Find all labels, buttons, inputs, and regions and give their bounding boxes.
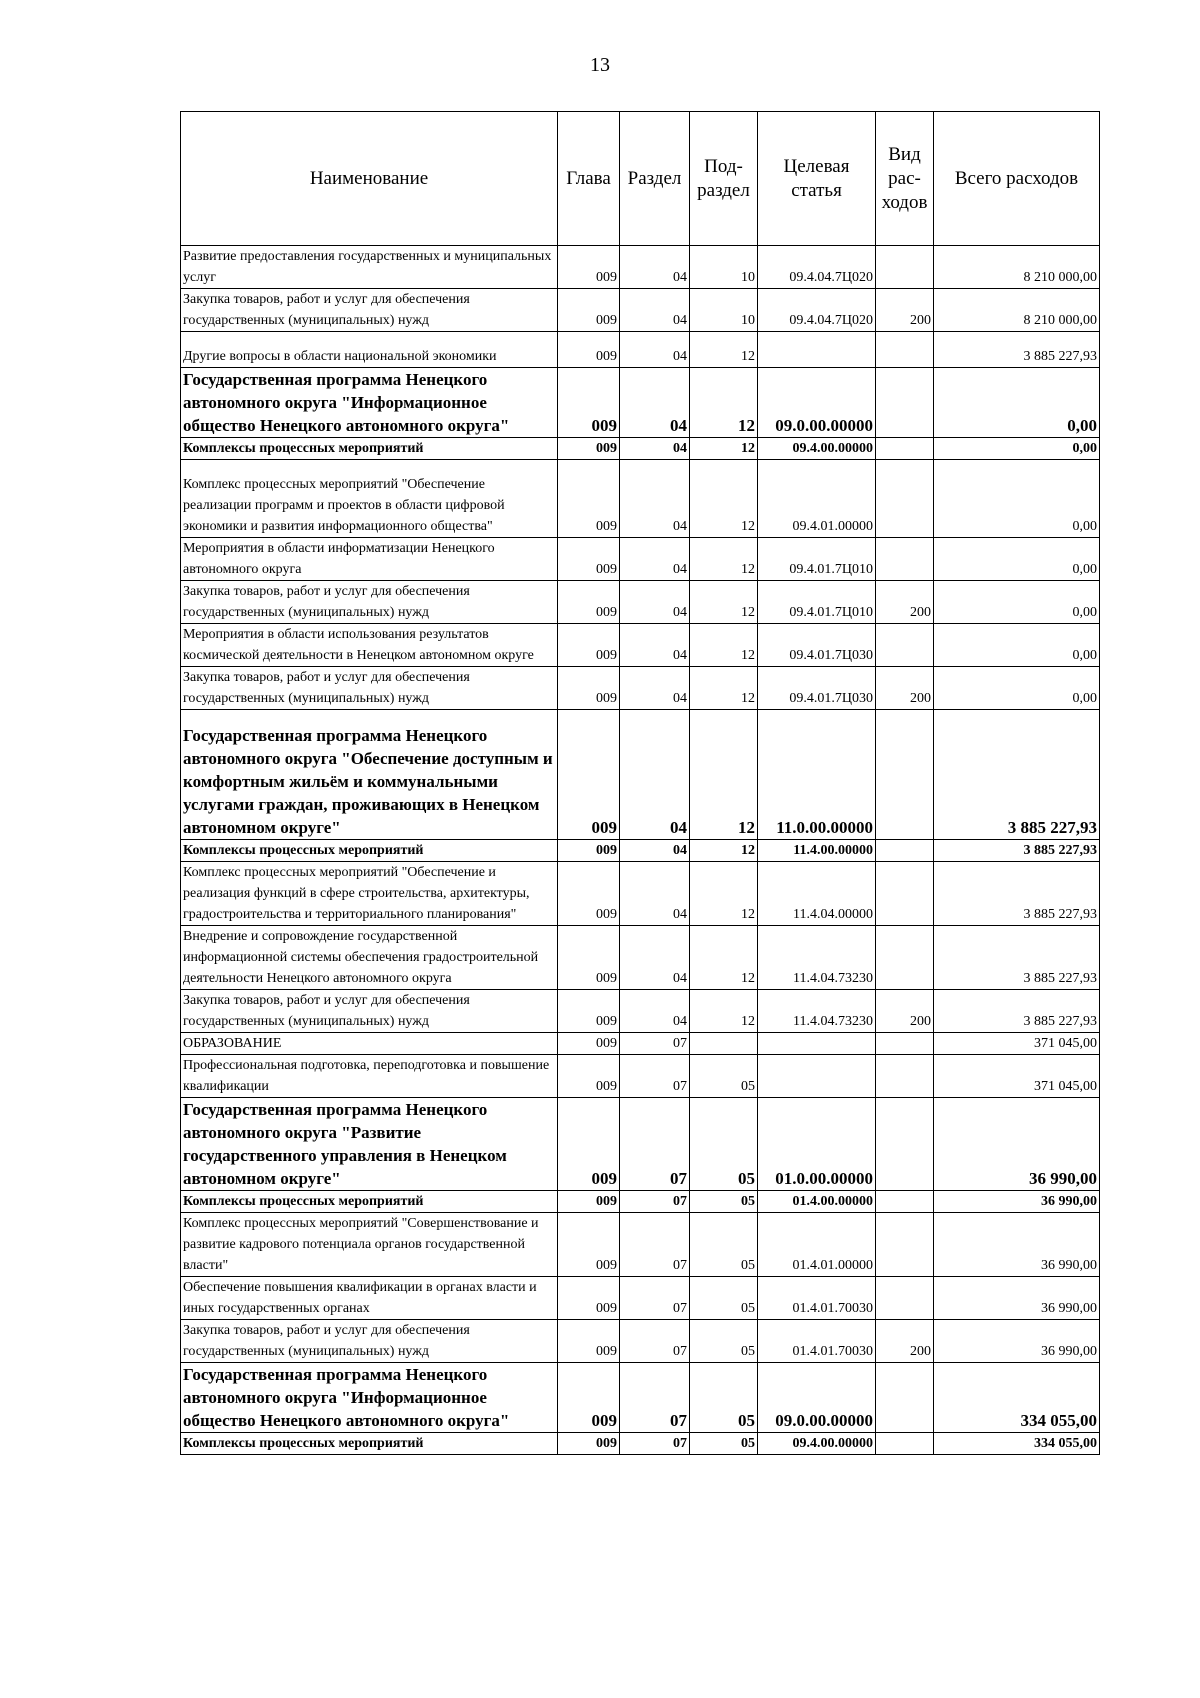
cell-total: 36 990,00 (934, 1098, 1100, 1191)
cell-razdel: 04 (620, 538, 690, 581)
cell-total: 334 055,00 (934, 1433, 1100, 1455)
cell-glava: 009 (558, 438, 620, 460)
cell-razdel: 04 (620, 438, 690, 460)
cell-razdel: 04 (620, 460, 690, 538)
cell-glava: 009 (558, 538, 620, 581)
cell-tselevaya: 09.4.04.7Ц020 (758, 246, 876, 289)
cell-total: 3 885 227,93 (934, 710, 1100, 840)
cell-razdel: 04 (620, 710, 690, 840)
table-row (181, 289, 1100, 332)
table-row (181, 1033, 1100, 1055)
cell-glava: 009 (558, 289, 620, 332)
name: Профессиональная подготовка, переподготовка и повышение квалификации (181, 1055, 558, 1098)
name: Мероприятия в области использования результатов космической деятельности в Ненецком автономном округе (181, 624, 558, 667)
cell-total: 0,00 (934, 667, 1100, 710)
cell-vid (876, 1363, 934, 1433)
page-number: 13 (590, 54, 610, 76)
cell-glava: 009 (558, 624, 620, 667)
cell-vid (876, 1055, 934, 1098)
cell-podrazdel (690, 1033, 758, 1055)
name: Закупка товаров, работ и услуг для обеспечения государственных (муниципальных) нужд (181, 667, 558, 710)
table-row (181, 710, 1100, 840)
cell-podrazdel: 05 (690, 1098, 758, 1191)
cell-tselevaya: 01.4.00.00000 (758, 1191, 876, 1213)
header-glava: Глава (558, 112, 620, 246)
cell-razdel: 07 (620, 1033, 690, 1055)
name: Мероприятия в области информатизации Ненецкого автономного округа (181, 538, 558, 581)
cell-razdel: 04 (620, 581, 690, 624)
cell-podrazdel: 12 (690, 862, 758, 926)
name: Внедрение и сопровождение государственной информационной системы обеспечения градостроительной деятельности Ненецкого автономного округа (181, 926, 558, 990)
cell-razdel: 07 (620, 1098, 690, 1191)
cell-total: 334 055,00 (934, 1363, 1100, 1433)
cell-tselevaya: 09.4.01.00000 (758, 460, 876, 538)
cell-vid (876, 710, 934, 840)
name: Комплексы процессных мероприятий (181, 1433, 558, 1455)
table-row (181, 332, 1100, 368)
cell-total: 0,00 (934, 624, 1100, 667)
cell-glava: 009 (558, 710, 620, 840)
cell-glava: 009 (558, 460, 620, 538)
cell-vid (876, 840, 934, 862)
cell-tselevaya: 11.4.04.73230 (758, 990, 876, 1033)
cell-vid (876, 332, 934, 368)
cell-razdel: 04 (620, 289, 690, 332)
cell-tselevaya (758, 332, 876, 368)
cell-tselevaya: 09.4.04.7Ц020 (758, 289, 876, 332)
cell-razdel: 04 (620, 840, 690, 862)
cell-glava: 009 (558, 1191, 620, 1213)
cell-razdel: 07 (620, 1191, 690, 1213)
cell-glava: 009 (558, 1098, 620, 1191)
cell-vid (876, 926, 934, 990)
cell-podrazdel: 12 (690, 460, 758, 538)
cell-tselevaya (758, 1055, 876, 1098)
name: Комплекс процессных мероприятий "Обеспечение реализации программ и проектов в области цифровой экономики и развития информационного общества" (181, 460, 558, 538)
cell-glava: 009 (558, 990, 620, 1033)
cell-total: 8 210 000,00 (934, 289, 1100, 332)
cell-total: 3 885 227,93 (934, 926, 1100, 990)
cell-razdel: 04 (620, 624, 690, 667)
table-row (181, 1363, 1100, 1433)
cell-tselevaya: 01.0.00.00000 (758, 1098, 876, 1191)
cell-total: 36 990,00 (934, 1213, 1100, 1277)
cell-glava: 009 (558, 1277, 620, 1320)
cell-glava: 009 (558, 926, 620, 990)
name: ОБРАЗОВАНИЕ (181, 1033, 558, 1055)
cell-vid: 200 (876, 289, 934, 332)
name: Комплекс процессных мероприятий "Обеспечение и реализация функций в сфере строительства, архитектуры, градостроительства и территориального планирования" (181, 862, 558, 926)
cell-total: 0,00 (934, 581, 1100, 624)
table-row (181, 1055, 1100, 1098)
cell-vid (876, 1033, 934, 1055)
cell-podrazdel: 10 (690, 289, 758, 332)
cell-glava: 009 (558, 1320, 620, 1363)
table-row (181, 246, 1100, 289)
cell-glava: 009 (558, 368, 620, 438)
cell-glava: 009 (558, 1433, 620, 1455)
name: Государственная программа Ненецкого автономного округа "Информационное общество Ненецкого автономного округа" (181, 368, 558, 438)
cell-total: 3 885 227,93 (934, 990, 1100, 1033)
cell-razdel: 04 (620, 667, 690, 710)
cell-total: 0,00 (934, 460, 1100, 538)
cell-vid (876, 368, 934, 438)
cell-tselevaya: 01.4.01.00000 (758, 1213, 876, 1277)
cell-razdel: 04 (620, 246, 690, 289)
cell-podrazdel: 12 (690, 368, 758, 438)
cell-razdel: 07 (620, 1363, 690, 1433)
cell-tselevaya: 09.0.00.00000 (758, 1363, 876, 1433)
table-row (181, 926, 1100, 990)
cell-razdel: 07 (620, 1277, 690, 1320)
cell-vid (876, 538, 934, 581)
cell-vid (876, 1277, 934, 1320)
cell-vid (876, 862, 934, 926)
cell-podrazdel: 12 (690, 332, 758, 368)
cell-glava: 009 (558, 1033, 620, 1055)
cell-vid (876, 246, 934, 289)
header-name: Наименование (181, 112, 558, 246)
table-row (181, 1098, 1100, 1191)
cell-vid: 200 (876, 990, 934, 1033)
table-row (181, 438, 1100, 460)
cell-podrazdel: 05 (690, 1191, 758, 1213)
cell-vid (876, 1098, 934, 1191)
cell-podrazdel: 12 (690, 990, 758, 1033)
cell-podrazdel: 05 (690, 1277, 758, 1320)
cell-podrazdel: 12 (690, 624, 758, 667)
table-row (181, 667, 1100, 710)
cell-glava: 009 (558, 1055, 620, 1098)
table-row (181, 1277, 1100, 1320)
cell-podrazdel: 10 (690, 246, 758, 289)
table-row (181, 840, 1100, 862)
cell-vid (876, 1433, 934, 1455)
table-row (181, 624, 1100, 667)
cell-razdel: 04 (620, 926, 690, 990)
cell-podrazdel: 12 (690, 438, 758, 460)
cell-razdel: 04 (620, 862, 690, 926)
cell-total: 3 885 227,93 (934, 840, 1100, 862)
header-razdel: Раздел (620, 112, 690, 246)
cell-vid: 200 (876, 667, 934, 710)
cell-glava: 009 (558, 246, 620, 289)
cell-total: 3 885 227,93 (934, 862, 1100, 926)
cell-total: 0,00 (934, 368, 1100, 438)
name: Обеспечение повышения квалификации в органах власти и иных государственных органах (181, 1277, 558, 1320)
name: Государственная программа Ненецкого автономного округа "Информационное общество Ненецкого автономного округа" (181, 1363, 558, 1433)
name: Комплексы процессных мероприятий (181, 1191, 558, 1213)
cell-vid (876, 624, 934, 667)
name: Другие вопросы в области национальной экономики (181, 332, 558, 368)
name: Закупка товаров, работ и услуг для обеспечения государственных (муниципальных) нужд (181, 289, 558, 332)
cell-total: 36 990,00 (934, 1320, 1100, 1363)
table-row (181, 538, 1100, 581)
cell-tselevaya: 01.4.01.70030 (758, 1320, 876, 1363)
cell-total: 3 885 227,93 (934, 332, 1100, 368)
table-row (181, 1191, 1100, 1213)
cell-podrazdel: 12 (690, 840, 758, 862)
cell-vid (876, 460, 934, 538)
cell-glava: 009 (558, 1213, 620, 1277)
cell-total: 36 990,00 (934, 1191, 1100, 1213)
name: Комплекс процессных мероприятий "Совершенствование и развитие кадрового потенциала органов государственной власти" (181, 1213, 558, 1277)
cell-tselevaya (758, 1033, 876, 1055)
cell-podrazdel: 05 (690, 1320, 758, 1363)
cell-tselevaya: 09.4.01.7Ц030 (758, 624, 876, 667)
cell-total: 0,00 (934, 538, 1100, 581)
name: Закупка товаров, работ и услуг для обеспечения государственных (муниципальных) нужд (181, 581, 558, 624)
cell-tselevaya: 11.4.00.00000 (758, 840, 876, 862)
cell-tselevaya: 09.4.01.7Ц010 (758, 581, 876, 624)
table-row (181, 990, 1100, 1033)
header-total: Всего расходов (934, 112, 1100, 246)
name: Комплексы процессных мероприятий (181, 840, 558, 862)
cell-razdel: 04 (620, 368, 690, 438)
cell-vid: 200 (876, 581, 934, 624)
cell-razdel: 04 (620, 990, 690, 1033)
cell-vid (876, 1191, 934, 1213)
cell-tselevaya: 11.0.00.00000 (758, 710, 876, 840)
cell-tselevaya: 09.0.00.00000 (758, 368, 876, 438)
cell-glava: 009 (558, 862, 620, 926)
cell-tselevaya: 09.4.01.7Ц030 (758, 667, 876, 710)
cell-tselevaya: 11.4.04.73230 (758, 926, 876, 990)
header-podrazdel: Под-раздел (690, 112, 758, 246)
cell-podrazdel: 05 (690, 1055, 758, 1098)
table-row (181, 862, 1100, 926)
cell-total: 371 045,00 (934, 1055, 1100, 1098)
cell-vid (876, 438, 934, 460)
header-tselevaya: Целевая статья (758, 112, 876, 246)
cell-glava: 009 (558, 1363, 620, 1433)
table-row (181, 1320, 1100, 1363)
cell-total: 0,00 (934, 438, 1100, 460)
cell-razdel: 07 (620, 1433, 690, 1455)
cell-total: 8 210 000,00 (934, 246, 1100, 289)
cell-tselevaya: 01.4.01.70030 (758, 1277, 876, 1320)
cell-razdel: 07 (620, 1213, 690, 1277)
cell-razdel: 07 (620, 1320, 690, 1363)
cell-vid (876, 1213, 934, 1277)
name: Государственная программа Ненецкого автономного округа "Обеспечение доступным и комфортным жильём и коммунальными услугами граждан, проживающих в Ненецком автономном округе" (181, 710, 558, 840)
table-row (181, 460, 1100, 538)
cell-glava: 009 (558, 332, 620, 368)
table-row (181, 581, 1100, 624)
cell-glava: 009 (558, 581, 620, 624)
cell-podrazdel: 12 (690, 667, 758, 710)
cell-podrazdel: 12 (690, 581, 758, 624)
table-row (181, 368, 1100, 438)
cell-total: 36 990,00 (934, 1277, 1100, 1320)
cell-razdel: 07 (620, 1055, 690, 1098)
header-vid: Вид рас-ходов (876, 112, 934, 246)
cell-razdel: 04 (620, 332, 690, 368)
cell-podrazdel: 05 (690, 1213, 758, 1277)
name: Закупка товаров, работ и услуг для обеспечения государственных (муниципальных) нужд (181, 1320, 558, 1363)
cell-tselevaya: 09.4.00.00000 (758, 438, 876, 460)
cell-podrazdel: 12 (690, 538, 758, 581)
cell-podrazdel: 12 (690, 926, 758, 990)
budget-table (180, 111, 1100, 1455)
cell-glava: 009 (558, 840, 620, 862)
name: Комплексы процессных мероприятий (181, 438, 558, 460)
cell-tselevaya: 09.4.01.7Ц010 (758, 538, 876, 581)
cell-glava: 009 (558, 667, 620, 710)
name: Закупка товаров, работ и услуг для обеспечения государственных (муниципальных) нужд (181, 990, 558, 1033)
name: Государственная программа Ненецкого автономного округа "Развитие государственного управления в Ненецком автономном округе" (181, 1098, 558, 1191)
cell-total: 371 045,00 (934, 1033, 1100, 1055)
table-row (181, 1213, 1100, 1277)
cell-tselevaya: 09.4.00.00000 (758, 1433, 876, 1455)
table-header-row (181, 112, 1100, 246)
cell-podrazdel: 05 (690, 1363, 758, 1433)
cell-tselevaya: 11.4.04.00000 (758, 862, 876, 926)
cell-vid: 200 (876, 1320, 934, 1363)
table-row (181, 1433, 1100, 1455)
cell-podrazdel: 05 (690, 1433, 758, 1455)
name: Развитие предоставления государственных и муниципальных услуг (181, 246, 558, 289)
cell-podrazdel: 12 (690, 710, 758, 840)
